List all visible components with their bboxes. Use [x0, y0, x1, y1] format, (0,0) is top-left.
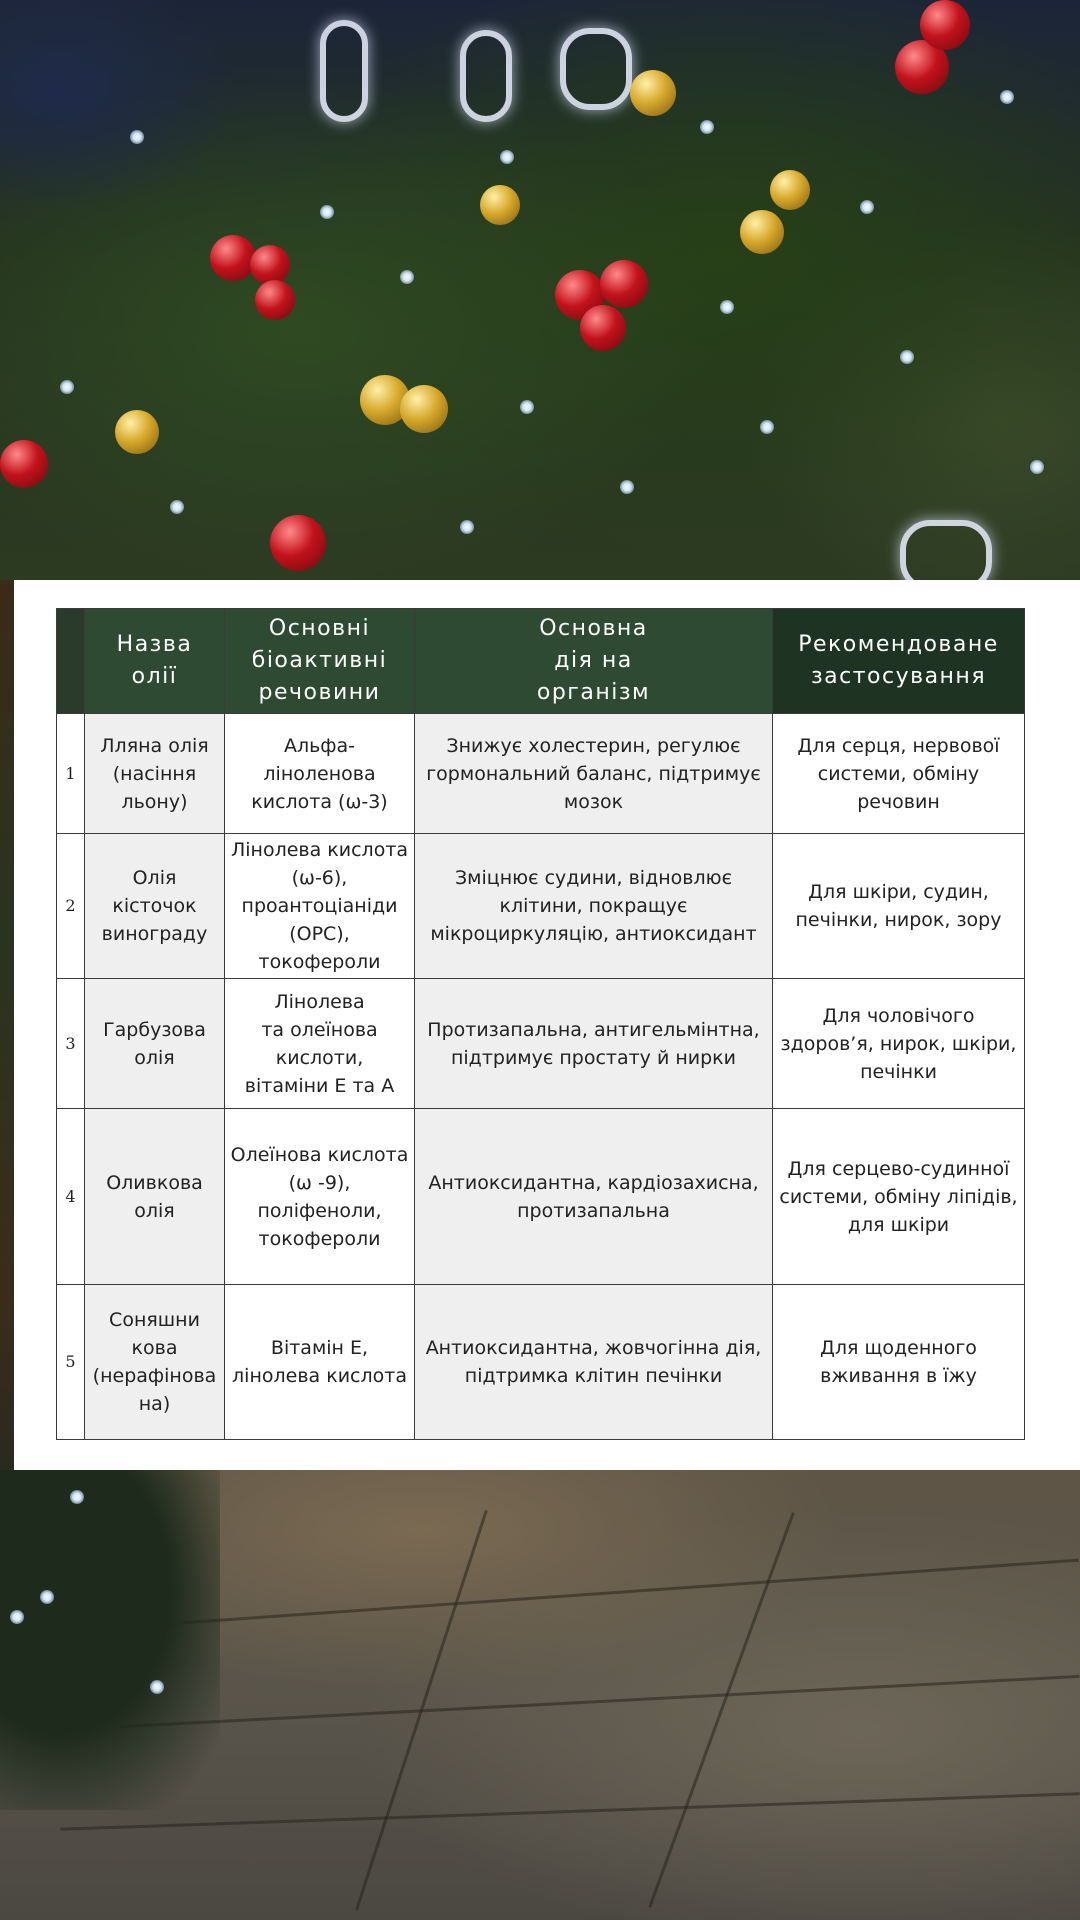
table-row: [57, 979, 1025, 1109]
header-main-action: Основна дія на організм: [415, 609, 773, 714]
pavement-joint: [181, 1559, 1079, 1625]
row-number: 5: [57, 1285, 85, 1440]
substances-cell: Альфа- ліноленова кислота (ω-3): [225, 714, 415, 834]
ornament-ball: [115, 410, 159, 454]
row-number: 2: [57, 834, 85, 979]
use-cell: Для чоловічого здоров’я, нирок, шкіри, печінки: [773, 979, 1025, 1109]
ornament-ball: [480, 185, 520, 225]
ornament-ball: [740, 210, 784, 254]
oil-name-cell: Гарбузова олія: [85, 979, 225, 1109]
string-light: [700, 120, 714, 134]
action-cell: Знижує холестерин, регулює гормональний баланс, підтримує мозок: [415, 714, 773, 834]
string-light: [500, 150, 514, 164]
header-oil-name: Назва олії: [85, 609, 225, 714]
oil-name-cell: Оливкова олія: [85, 1109, 225, 1285]
string-light: [900, 350, 914, 364]
oil-name-cell: Соняшни кова (нерафінова на): [85, 1285, 225, 1440]
substances-cell: Лінолева кислота (ω-6), проантоціаніди (OPC), токофероли: [225, 834, 415, 979]
string-light: [520, 400, 534, 414]
string-light: [70, 1490, 84, 1504]
header-recommended-use: Рекомендоване застосування: [773, 609, 1025, 714]
use-cell: Для серцево-судинної системи, обміну ліпідів, для шкіри: [773, 1109, 1025, 1285]
substances-cell: Вітамін Е, лінолева кислота: [225, 1285, 415, 1440]
string-light: [150, 1680, 164, 1694]
pavement-joint: [121, 1675, 1080, 1728]
string-light: [460, 520, 474, 534]
string-light: [60, 380, 74, 394]
string-light: [620, 480, 634, 494]
table-row: [57, 714, 1025, 834]
header-number: [57, 609, 85, 714]
ornament-ball: [600, 260, 648, 308]
ornament-ball: [770, 170, 810, 210]
substances-cell: Лінолева та олеїнова кислоти, вітаміни Е та А: [225, 979, 415, 1109]
ornament-ball: [400, 385, 448, 433]
use-cell: Для щоденного вживання в їжу: [773, 1285, 1025, 1440]
string-light: [1030, 460, 1044, 474]
ornament-ball: [210, 235, 256, 281]
string-light: [320, 205, 334, 219]
string-light: [170, 500, 184, 514]
string-light: [1000, 90, 1014, 104]
row-number: 4: [57, 1109, 85, 1285]
substances-cell: Олеїнова кислота (ω -9), поліфеноли, токофероли: [225, 1109, 415, 1285]
oils-table: [56, 608, 1025, 1440]
string-light: [40, 1590, 54, 1604]
table-row: [57, 1285, 1025, 1440]
oil-name-cell: Олія кісточок винограду: [85, 834, 225, 979]
ornament-ball: [270, 515, 326, 571]
ornament-ball: [255, 280, 295, 320]
action-cell: Протизапальна, антигельмінтна, підтримує простату й нирки: [415, 979, 773, 1109]
background-tree-base: [0, 1470, 220, 1810]
pavement-joint: [355, 1510, 488, 1910]
neon-decoration: [320, 20, 368, 122]
ornament-ball: [920, 0, 970, 50]
row-number: 3: [57, 979, 85, 1109]
header-bioactive-substances: Основні біоактивні речовини: [225, 609, 415, 714]
string-light: [860, 200, 874, 214]
use-cell: Для шкіри, судин, печінки, нирок, зору: [773, 834, 1025, 979]
string-light: [720, 300, 734, 314]
background-photo-christmas-tree: [0, 0, 1080, 580]
table-header-row: [57, 609, 1025, 714]
use-cell: Для серця, нервової системи, обміну речовин: [773, 714, 1025, 834]
string-light: [10, 1610, 24, 1624]
neon-decoration: [900, 520, 992, 580]
table-row: [57, 834, 1025, 979]
neon-decoration: [560, 28, 632, 110]
pavement-joint: [648, 1512, 794, 1908]
oil-table-panel: [14, 580, 1080, 1470]
string-light: [400, 270, 414, 284]
row-number: 1: [57, 714, 85, 834]
neon-decoration: [460, 30, 512, 122]
action-cell: Антиоксидантна, жовчогінна дія, підтримка клітин печінки: [415, 1285, 773, 1440]
ornament-ball: [580, 305, 626, 351]
ornament-ball: [250, 245, 290, 285]
action-cell: Зміцнює судини, відновлює клітини, покращує мікроциркуляцію, антиоксидант: [415, 834, 773, 979]
action-cell: Антиоксидантна, кардіозахисна, протизапальна: [415, 1109, 773, 1285]
table-row: [57, 1109, 1025, 1285]
ornament-ball: [630, 70, 676, 116]
oil-name-cell: Лляна олія (насіння льону): [85, 714, 225, 834]
ornament-ball: [0, 440, 48, 488]
background-photo-edge: [0, 580, 14, 1470]
string-light: [760, 420, 774, 434]
string-light: [130, 130, 144, 144]
